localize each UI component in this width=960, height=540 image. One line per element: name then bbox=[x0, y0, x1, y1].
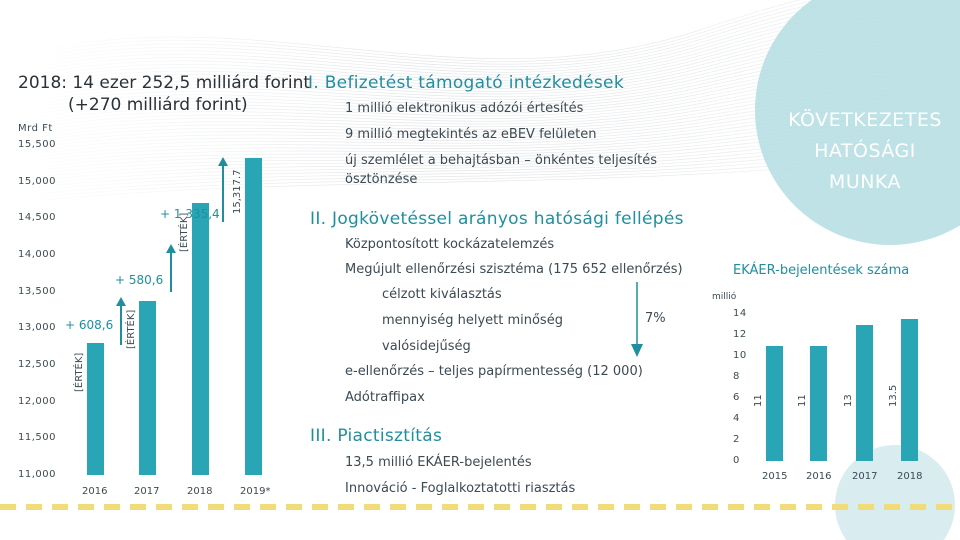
section-2-item-2: Megújult ellenőrzési szisztéma (175 652 ellenőrzés) bbox=[345, 262, 683, 277]
increment-label-2019: + 1 335,4 bbox=[160, 207, 220, 221]
right-y-tick: 14 bbox=[733, 308, 747, 319]
y-axis-unit: Mrd Ft bbox=[18, 123, 53, 134]
left-x-tick: 2019* bbox=[240, 486, 271, 497]
section-2-subitem-3: valósidejűség bbox=[382, 339, 471, 354]
left-y-tick: 11,000 bbox=[18, 469, 56, 480]
section-1-item-1: 1 millió elektronikus adózói értesítés bbox=[345, 101, 584, 116]
section-1-item-3: új szemlélet a behajtásban – önkéntes teljesítés bbox=[345, 153, 657, 168]
section-2-item-3: e-ellenőrzés – teljes papírmentesség (12 000) bbox=[345, 364, 643, 379]
left-y-tick: 12,500 bbox=[18, 359, 56, 370]
section-3-item-1: 13,5 millió EKÁER-bejelentés bbox=[345, 455, 532, 470]
left-y-tick: 13,000 bbox=[18, 322, 56, 334]
left-y-tick: 14,000 bbox=[18, 249, 56, 260]
right-bar-value-label: 13 bbox=[842, 394, 854, 407]
right-x-tick: 2018 bbox=[897, 471, 923, 482]
section-3-title: III. Piactisztítás bbox=[310, 426, 443, 446]
header-line-2: (+270 milliárd forint) bbox=[68, 95, 248, 115]
section-3-item-2: Innováció - Foglalkoztatotti riasztás bbox=[345, 481, 576, 496]
section-2-item-1: Központosított kockázatelemzés bbox=[345, 237, 555, 252]
increment-label-2018: + 580,6 bbox=[115, 273, 164, 287]
right-bar-2016 bbox=[810, 346, 827, 462]
badge-line-3: MUNKA bbox=[828, 171, 902, 193]
right-chart-unit: millió bbox=[712, 292, 737, 302]
badge-line-2: HATÓSÁGI bbox=[814, 140, 916, 162]
left-y-tick: 15,500 bbox=[18, 139, 56, 150]
left-x-tick: 2016 bbox=[82, 486, 108, 497]
right-bar-value-label: 11 bbox=[752, 394, 764, 407]
header-line-1: 2018: 14 ezer 252,5 milliárd forint bbox=[18, 73, 311, 93]
right-bar-2017 bbox=[856, 325, 873, 462]
right-bar-value-label: 11 bbox=[796, 394, 808, 407]
section-1-title: I. Befizetést támogató intézkedések bbox=[308, 73, 624, 93]
left-y-tick: 11,500 bbox=[18, 432, 56, 444]
right-chart-title: EKÁER-bejelentések száma bbox=[733, 263, 910, 278]
percent-label: 7% bbox=[645, 311, 666, 326]
right-y-tick: 8 bbox=[733, 371, 740, 382]
left-x-tick: 2018 bbox=[187, 486, 213, 497]
section-1-item-4: ösztönzése bbox=[345, 172, 418, 187]
right-y-tick: 2 bbox=[733, 434, 740, 445]
badge-line-1: KÖVETKEZETES bbox=[788, 109, 942, 131]
left-bar-value-label: 15,317.7 bbox=[231, 169, 243, 214]
section-2-subitem-2: mennyiség helyett minőség bbox=[382, 313, 563, 328]
section-2-title: II. Jogkövetéssel arányos hatósági fellépés bbox=[310, 209, 684, 229]
left-x-tick: 2017 bbox=[134, 486, 160, 497]
increment-label-2017: + 608,6 bbox=[65, 318, 114, 332]
left-bar-value-label: [ÉRTÉK] bbox=[73, 352, 85, 393]
left-bar-value-label: [ÉRTÉK] bbox=[125, 310, 137, 350]
section-2-item-4: Adótraffipax bbox=[345, 390, 425, 405]
right-bar-2018 bbox=[901, 319, 918, 461]
right-y-tick: 4 bbox=[733, 413, 740, 424]
right-bar-value-label: 13.5 bbox=[887, 384, 899, 407]
left-bar-value-label: [ÉRTÉK] bbox=[178, 212, 190, 252]
right-x-tick: 2016 bbox=[806, 471, 832, 482]
section-1-item-2: 9 millió megtekintés az eBEV felületen bbox=[345, 127, 597, 142]
right-y-tick: 12 bbox=[733, 329, 747, 340]
left-y-tick: 15,000 bbox=[18, 175, 56, 187]
right-x-tick: 2017 bbox=[852, 471, 878, 482]
right-bar-2015 bbox=[766, 346, 783, 462]
section-2-subitem-1: célzott kiválasztás bbox=[382, 287, 502, 302]
left-y-tick: 12,000 bbox=[18, 395, 56, 407]
right-y-tick: 0 bbox=[733, 455, 740, 466]
left-y-tick: 14,500 bbox=[18, 212, 56, 224]
right-y-tick: 6 bbox=[733, 392, 740, 403]
right-y-tick: 10 bbox=[733, 350, 747, 361]
right-x-tick: 2015 bbox=[762, 471, 788, 482]
left-y-tick: 13,500 bbox=[18, 285, 56, 297]
